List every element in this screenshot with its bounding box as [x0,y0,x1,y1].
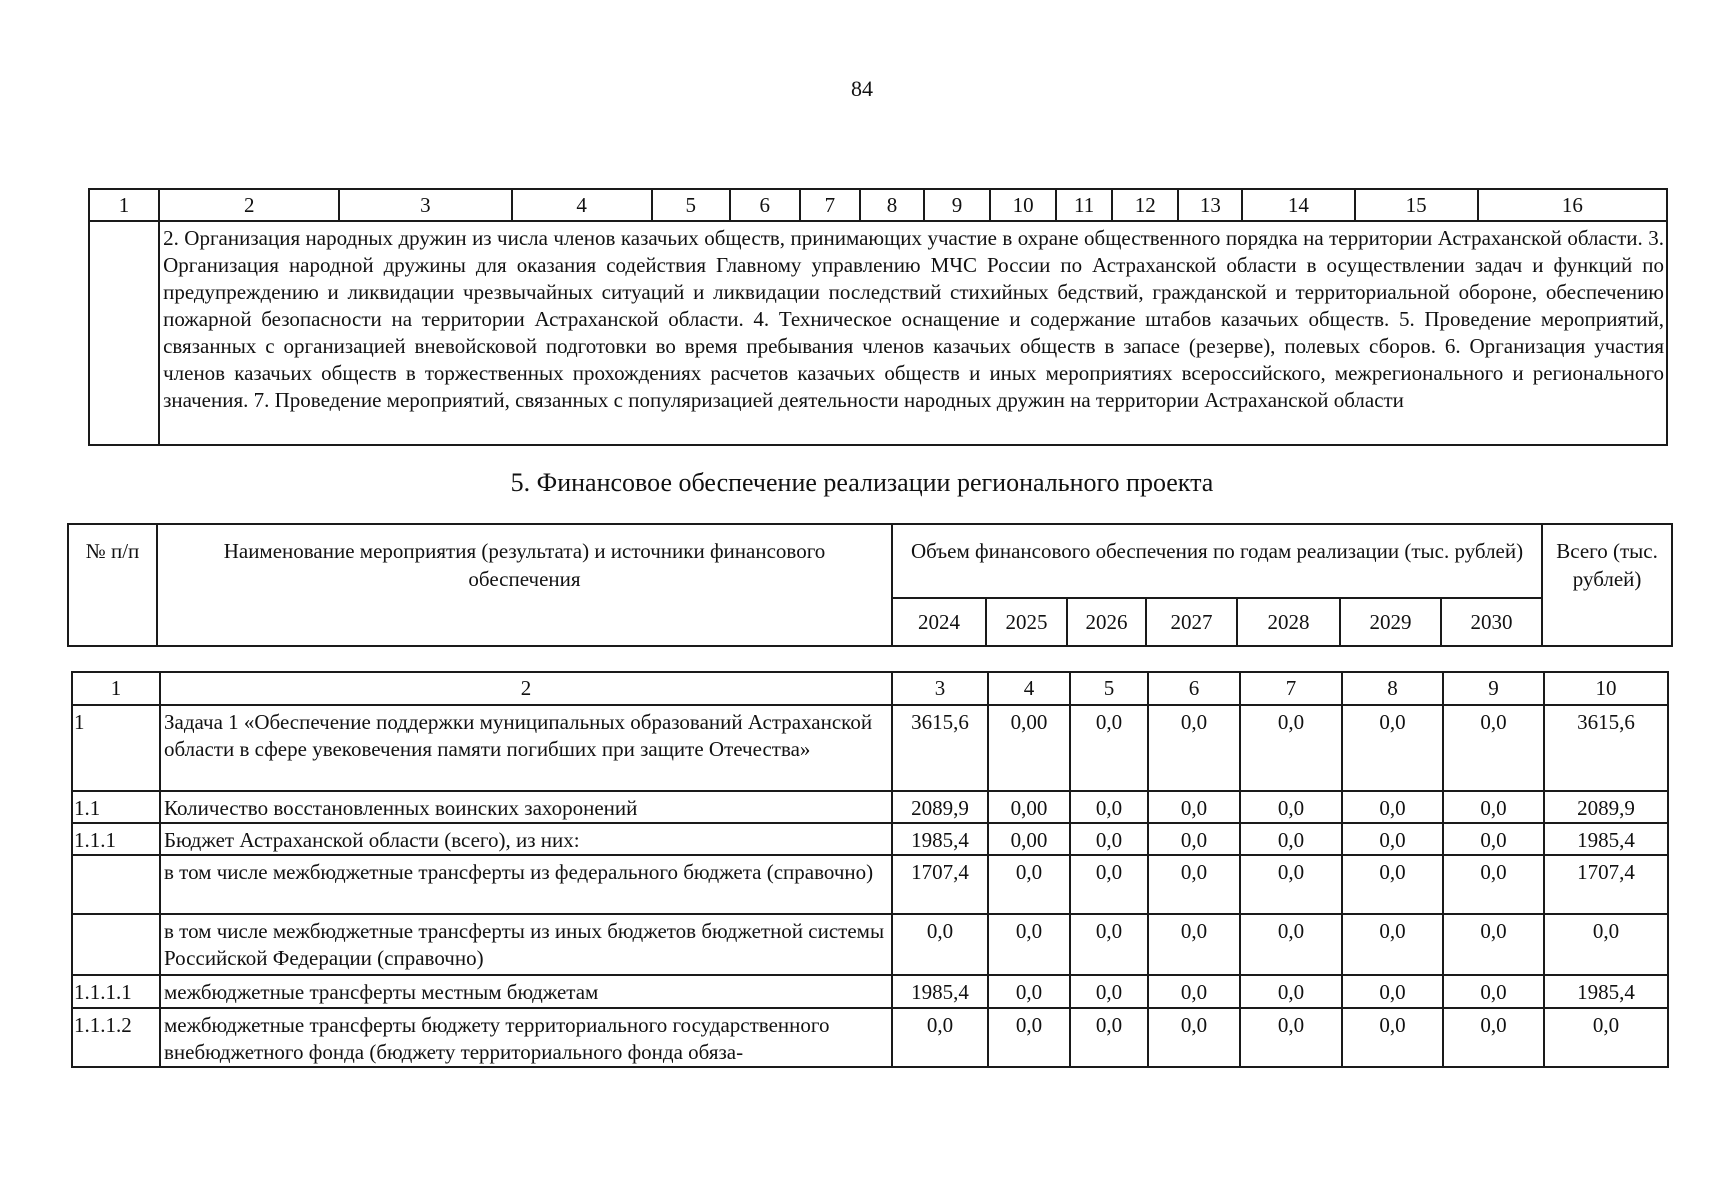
value-total: 0,0 [1544,1008,1668,1067]
table-row [72,975,1668,1008]
value-2026: 0,0 [1070,823,1148,855]
value-2027: 0,0 [1148,823,1240,855]
page-number: 84 [851,76,873,101]
value-2030: 0,0 [1443,1008,1544,1067]
value-2029: 0,0 [1342,705,1443,791]
year-header: 2026 [1067,598,1146,646]
value-2030: 0,0 [1443,855,1544,914]
table-row [72,914,1668,975]
row-code [72,914,160,975]
col-index: 2 [159,189,339,221]
value-2030: 0,0 [1443,791,1544,823]
measures-text-cell [159,221,1667,445]
value-2025: 0,00 [988,791,1070,823]
value-2028: 0,0 [1240,823,1342,855]
row-code [72,855,160,914]
value-2029: 0,0 [1342,975,1443,1008]
value-2024: 3615,6 [892,705,988,791]
col-index: 7 [800,189,860,221]
value-2029: 0,0 [1342,914,1443,975]
value-2027: 0,0 [1148,855,1240,914]
col-index: 6 [1148,672,1240,705]
value-2024: 1985,4 [892,975,988,1008]
value-2028: 0,0 [1240,705,1342,791]
value-2024: 2089,9 [892,791,988,823]
value-2026: 0,0 [1070,975,1148,1008]
table-row [72,791,1668,823]
value-2028: 0,0 [1240,855,1342,914]
value-2028: 0,0 [1240,975,1342,1008]
value-2026: 0,0 [1070,705,1148,791]
col-index: 9 [924,189,990,221]
header-total: Всего (тыс. рублей) [1542,524,1672,646]
row-code: 1.1 [72,791,160,823]
value-2024: 1707,4 [892,855,988,914]
value-2026: 0,0 [1070,1008,1148,1067]
value-2030: 0,0 [1443,914,1544,975]
year-header: 2024 [892,598,986,646]
row-name: Задача 1 «Обеспечение поддержки муниципальных образований Астраханской области в сфере увековечения памяти погибших при защите Отечества» [160,705,892,791]
column-index-row [89,189,1667,221]
value-2027: 0,0 [1148,975,1240,1008]
value-2026: 0,0 [1070,855,1148,914]
col-index: 15 [1355,189,1478,221]
value-2025: 0,00 [988,823,1070,855]
row-name: Количество восстановленных воинских захоронений [160,791,892,823]
col-index: 10 [1544,672,1668,705]
row-name: в том числе межбюджетные трансферты из иных бюджетов бюджетной системы Российской Федерации (справочно) [160,914,892,975]
col-index: 3 [892,672,988,705]
table-row [72,1008,1668,1067]
col-index: 9 [1443,672,1544,705]
col-index: 7 [1240,672,1342,705]
col-index: 11 [1056,189,1112,221]
col-index: 3 [339,189,511,221]
table-row [72,855,1668,914]
financing-table [71,671,1669,1068]
measures-text: 2. Организация народных дружин из числа членов казачьих обществ, принимающих участие в охране общественного порядка на территории Астраханской области. 3. Организация народной дружины для оказания содействия Главному управлению МЧС России по Астраханской области в осуществлении задач и функций по предупреждению и ликвидации чрезвычайных ситуаций и ликвидации последствий стихийных бедствий, гражданской и территориальной обороне, обеспечению пожарной безопасности на территории Астраханской области. 4. Техническое оснащение и содержание штабов казачьих обществ. 5. Проведение мероприятий, связанных с организацией вневойсковой подготовки во время пребывания членов казачьих обществ в запасе (резерве), полевых сборов. 6. Организация участия членов казачьих обществ в торжественных прохождениях расчетов казачьих обществ и иных мероприятиях всероссийского, межрегионального и регионального значения. 7. Проведение мероприятий, связанных с популяризацией деятельности народных дружин на территории Астраханской области [163,226,1664,412]
value-total: 2089,9 [1544,791,1668,823]
column-index-row [72,672,1668,705]
value-2029: 0,0 [1342,1008,1443,1067]
value-2026: 0,0 [1070,791,1148,823]
value-2027: 0,0 [1148,705,1240,791]
value-2024: 0,0 [892,914,988,975]
year-header: 2025 [986,598,1067,646]
col-index: 4 [512,189,652,221]
financing-header-table [67,523,1673,647]
value-2025: 0,0 [988,855,1070,914]
value-2025: 0,00 [988,705,1070,791]
row-code: 1 [72,705,160,791]
col-index: 1 [89,189,159,221]
col-index: 14 [1242,189,1354,221]
header-number: № п/п [68,524,157,646]
row-name: межбюджетные трансферты местным бюджетам [160,975,892,1008]
row-name: в том числе межбюджетные трансферты из федерального бюджета (справочно) [160,855,892,914]
value-2029: 0,0 [1342,823,1443,855]
row-code: 1.1.1.2 [72,1008,160,1067]
col-index: 4 [988,672,1070,705]
col-index: 1 [72,672,160,705]
value-2025: 0,0 [988,975,1070,1008]
value-2028: 0,0 [1240,1008,1342,1067]
value-2030: 0,0 [1443,705,1544,791]
col-index: 8 [860,189,924,221]
year-header: 2028 [1237,598,1340,646]
row-name: Бюджет Астраханской области (всего), из них: [160,823,892,855]
value-2027: 0,0 [1148,914,1240,975]
row-code: 1.1.1.1 [72,975,160,1008]
value-total: 3615,6 [1544,705,1668,791]
col-index: 2 [160,672,892,705]
year-header: 2027 [1146,598,1237,646]
measures-continuation-table [88,188,1668,446]
value-2028: 0,0 [1240,791,1342,823]
value-total: 1707,4 [1544,855,1668,914]
value-total: 1985,4 [1544,975,1668,1008]
value-2030: 0,0 [1443,823,1544,855]
col-index: 10 [990,189,1056,221]
col-index: 16 [1478,189,1667,221]
row-code: 1.1.1 [72,823,160,855]
value-2024: 1985,4 [892,823,988,855]
measures-text-row [89,221,1667,445]
col-index: 5 [1070,672,1148,705]
value-total: 0,0 [1544,914,1668,975]
table-row [72,823,1668,855]
value-2029: 0,0 [1342,791,1443,823]
value-2030: 0,0 [1443,975,1544,1008]
value-2029: 0,0 [1342,855,1443,914]
value-2027: 0,0 [1148,1008,1240,1067]
empty-cell [89,221,159,445]
value-2026: 0,0 [1070,914,1148,975]
value-2025: 0,0 [988,914,1070,975]
col-index: 8 [1342,672,1443,705]
value-2025: 0,0 [988,1008,1070,1067]
year-header: 2030 [1441,598,1542,646]
value-2028: 0,0 [1240,914,1342,975]
col-index: 6 [730,189,800,221]
col-index: 12 [1112,189,1178,221]
section-title: 5. Финансовое обеспечение реализации регионального проекта [510,468,1214,497]
year-header: 2029 [1340,598,1441,646]
header-name: Наименование мероприятия (результата) и источники финансового обеспечения [157,524,892,646]
row-name: межбюджетные трансферты бюджету территориального государственного внебюджетного фонда (бюджету территориального фонда обяза- [160,1008,892,1067]
value-2027: 0,0 [1148,791,1240,823]
value-2024: 0,0 [892,1008,988,1067]
col-index: 5 [652,189,730,221]
value-total: 1985,4 [1544,823,1668,855]
header-volume: Объем финансового обеспечения по годам реализации (тыс. рублей) [892,524,1542,598]
col-index: 13 [1178,189,1242,221]
table-row [72,705,1668,791]
